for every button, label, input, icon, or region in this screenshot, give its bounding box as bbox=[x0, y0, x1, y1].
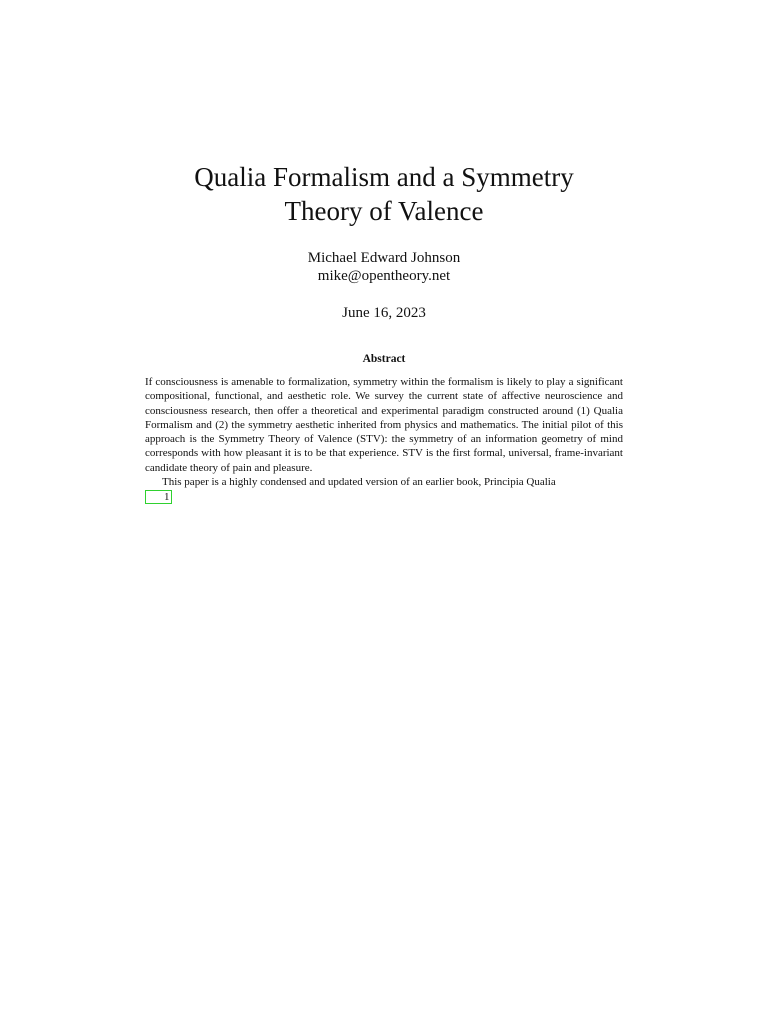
abstract-heading: Abstract bbox=[362, 353, 406, 365]
paper-title-line-1: Qualia Formalism and a Symmetry bbox=[194, 162, 574, 192]
abstract-paragraph-2 bbox=[145, 475, 623, 505]
abstract-paragraph-2-text: This paper is a highly condensed and updated version of an earlier book, Principia Qualia bbox=[162, 476, 556, 489]
citation-link[interactable]: 1 bbox=[145, 490, 172, 504]
abstract-paragraph-1: If consciousness is amenable to formalization, symmetry within the formalism is likely to play a significant compositional, functional, and aesthetic role. We survey the current state of affective neuroscience and consciousness research, then offer a theoretical and experimental paradigm constructed around (1) Qualia Formalism and (2) the symmetry aesthetic inherited from physics and mathematics. The initial pilot of this approach is the Symmetry Theory of Valence (STV): the symmetry of an information geometry of mind corresponds with how pleasant it is to be that experience. STV is the first formal, universal, frame-invariant candidate theory of pain and pleasure. bbox=[145, 376, 623, 474]
author-email: mike@opentheory.net bbox=[317, 268, 451, 284]
author-block bbox=[184, 249, 584, 285]
paper-title-line-2: Theory of Valence bbox=[284, 196, 484, 226]
author-name: Michael Edward Johnson bbox=[307, 250, 461, 266]
paper-date: June 16, 2023 bbox=[342, 305, 426, 321]
paper-title bbox=[100, 160, 668, 228]
abstract-body bbox=[145, 375, 623, 505]
